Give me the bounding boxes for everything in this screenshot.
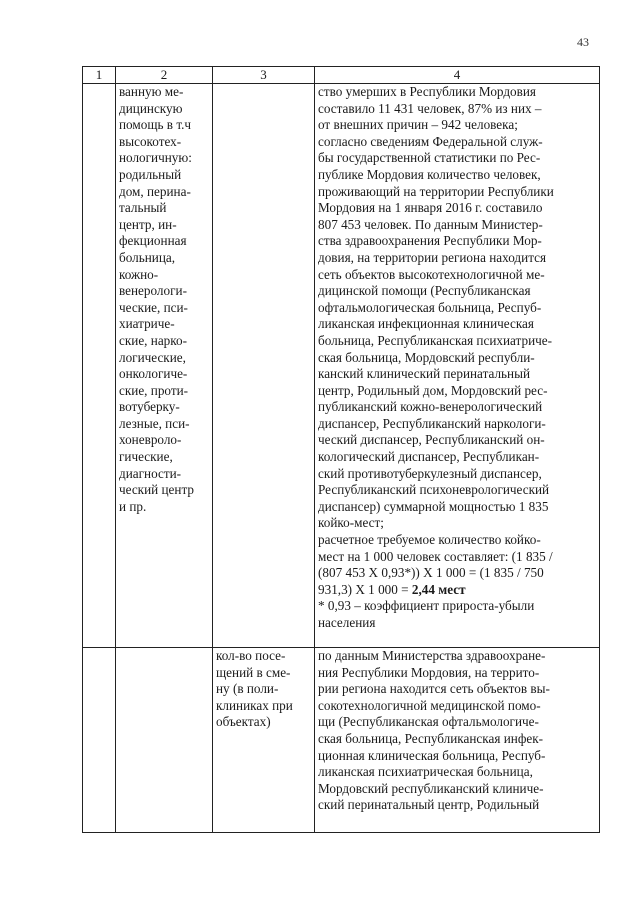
row1-col3-cell (213, 84, 315, 648)
table-header-row (83, 67, 600, 84)
row1-col2-cell (116, 84, 213, 648)
row2-col4-text: по данным Министерства здравоохране- ния Республики Мордовия, на террито- рии региона находится сеть объектов вы- сокотехнологичной медицинской помо- щи (Республиканская офтальмологиче- ская больница, Республиканская инфек- ционная клиническая больница, Респуб- ликанская психиатрическая больница, Мордовский республиканский клиниче- ский перинатальный центр, Родильный (318, 648, 550, 813)
row2-col4-cell (315, 648, 600, 833)
page-number: 43 (577, 35, 589, 49)
row1-col4-main-text: ство умерших в Республики Мордовия составило 11 431 человек, 87% из них – от внешних причин – 942 человека; согласно сведениям Федеральной служ- бы государственной статистики по Рес- публике Мордовия количество человек, проживающий на территории Республики Мордовия на 1 января 2016 г. составило 807 453 человек. По данным Министер- ства здравоохранения Республики Мор- довия, на территории региона находится сеть объектов высокотехнологичной ме- дицинской помощи (Республиканская офтальмологическая больница, Респуб- ликанская инфекционная клиническая больница, Республиканская психиатриче- ская больница, Мордовский республи- канский клинический перинатальный центр, Родильный дом, Мордовский рес- публиканский кожно-венерологический диспансер, Республиканский наркологи- ческий диспансер, Республиканский он- кологический диспансер, Республикан- ский противотуберкулезный диспансер, Республиканский психоневрологический диспансер) суммарной мощностью 1 835 койко-мест; расчетное требуемое количество койко- мест на 1 000 человек составляет: (1 835 / (807 453 Х 0,93*)) Х 1 000 = (1 835 / 750 931,3) Х 1 000 = (318, 84, 554, 597)
header-col-3: 3 (213, 67, 315, 84)
table-row (83, 648, 600, 833)
row2-col3-text: кол-во посе- щений в сме- ну (в поли- клиниках при объектах) (216, 648, 293, 730)
header-col-4: 4 (315, 67, 600, 84)
row1-col2-text: ванную ме- дицинскую помощь в т.ч высокотех- нологичную: родильный дом, перина- тальный центр, ин- фекционная больница, кожно- венерологи- ческие, пси- хиатриче- ские, нарко- логические, онкологиче- ские, проти- вотуберку- лезные, пси- хоневроло- гические, диагности- ческий центр и пр. (119, 84, 194, 514)
row1-col4-cell (315, 84, 600, 648)
row2-col1-cell (83, 648, 116, 833)
row1-col4-result: 2,44 мест (411, 581, 466, 597)
row1-col1-cell (83, 84, 116, 648)
table-row (83, 84, 600, 648)
row2-col2-cell (116, 648, 213, 833)
header-col-2: 2 (116, 67, 213, 84)
header-col-1: 1 (83, 67, 116, 84)
row1-col4-note: * 0,93 – коэффициент прироста-убыли населения (318, 598, 535, 630)
document-table (82, 66, 600, 833)
row2-col3-cell (213, 648, 315, 833)
